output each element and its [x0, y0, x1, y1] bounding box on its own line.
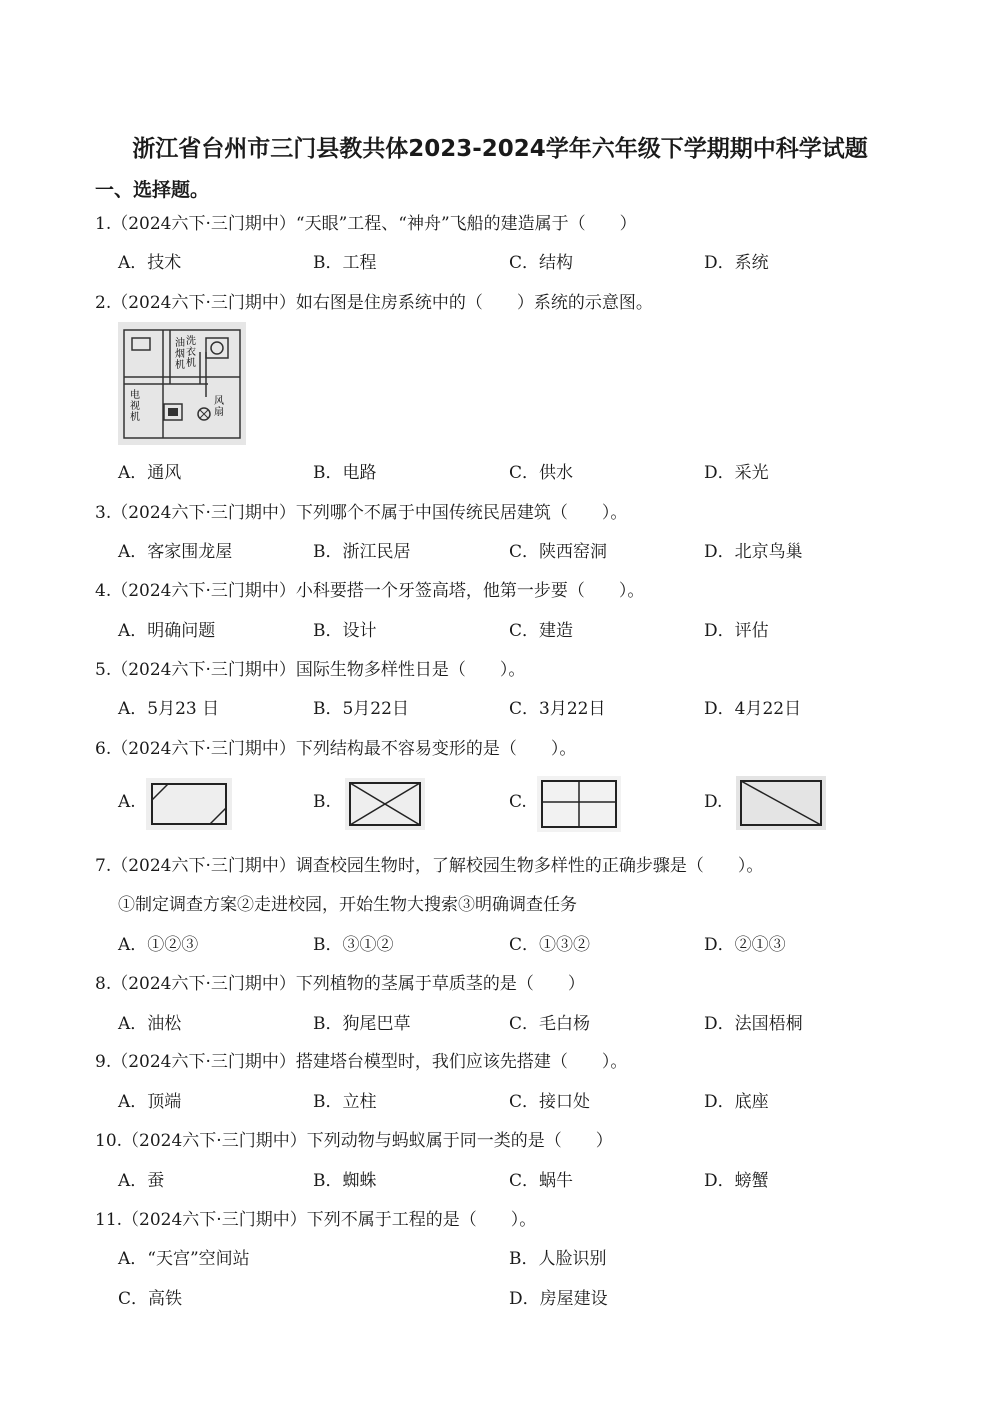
question-6-stem: 6.（2024六下·三门期中）下列结构最不容易变形的是（ ）。 [95, 739, 577, 759]
question-10-stem: 10.（2024六下·三门期中）下列动物与蚂蚁属于同一类的是（ ） [95, 1131, 613, 1151]
q6-shape-a-rectangle-corner-braces [146, 778, 232, 834]
q5-option-d[interactable]: D．4月22日 [704, 699, 802, 719]
q1-option-d[interactable]: D．系统 [704, 253, 769, 273]
q8-option-c[interactable]: C．毛白杨 [509, 1014, 591, 1034]
q7-option-c[interactable]: C．①③② [509, 935, 591, 955]
q6-shape-d-rectangle-diagonal [736, 776, 826, 834]
question-1-stem: 1.（2024六下·三门期中）“天眼”工程、“神舟”飞船的建造属于（ ） [95, 214, 637, 234]
q10-option-b[interactable]: B．蜘蛛 [313, 1171, 377, 1191]
q6-shape-b-rectangle-cross-braces [345, 778, 425, 834]
q4-option-a[interactable]: A．明确问题 [118, 621, 216, 641]
house-circuit-diagram [118, 322, 246, 445]
q1-option-c[interactable]: C．结构 [509, 253, 574, 273]
question-8-stem: 8.（2024六下·三门期中）下列植物的茎属于草质茎的是（ ） [95, 974, 585, 994]
q5-option-a[interactable]: A．5月23 日 [118, 699, 220, 719]
q2-option-b[interactable]: B．电路 [313, 463, 377, 483]
q9-option-b[interactable]: B．立柱 [313, 1092, 377, 1112]
q11-option-c[interactable]: C．高铁 [118, 1289, 183, 1309]
q5-option-b[interactable]: B．5月22日 [313, 699, 409, 719]
q9-option-a[interactable]: A．顶端 [118, 1092, 182, 1112]
q10-option-d[interactable]: D．螃蟹 [704, 1171, 769, 1191]
q3-option-a[interactable]: A．客家围龙屋 [118, 542, 233, 562]
q7-option-a[interactable]: A．①②③ [118, 935, 199, 955]
question-4-stem: 4.（2024六下·三门期中）小科要搭一个牙签高塔，他第一步要（ ）。 [95, 581, 645, 601]
question-3-stem: 3.（2024六下·三门期中）下列哪个不属于中国传统民居建筑（ ）。 [95, 503, 628, 523]
question-9-stem: 9.（2024六下·三门期中）搭建塔台模型时，我们应该先搭建（ ）。 [95, 1052, 628, 1072]
q8-option-b[interactable]: B．狗尾巴草 [313, 1014, 411, 1034]
q2-option-c[interactable]: C．供水 [509, 463, 574, 483]
q11-option-a[interactable]: A．“天宫”空间站 [118, 1249, 250, 1269]
q6-shape-c-rectangle-cross-bars [537, 776, 621, 836]
q8-option-a[interactable]: A．油松 [118, 1014, 182, 1034]
q9-option-c[interactable]: C．接口处 [509, 1092, 591, 1112]
q7-option-d[interactable]: D．②①③ [704, 935, 786, 955]
q10-option-c[interactable]: C．蜗牛 [509, 1171, 574, 1191]
q5-option-c[interactable]: C．3月22日 [509, 699, 606, 719]
q3-option-c[interactable]: C．陕西窑洞 [509, 542, 608, 562]
page-title: 浙江省台州市三门县教共体2023-2024学年六年级下学期期中科学试题 [132, 136, 868, 162]
q4-option-b[interactable]: B．设计 [313, 621, 377, 641]
diagram-label-fan: 风扇 [214, 396, 224, 418]
q10-option-a[interactable]: A．蚕 [118, 1171, 165, 1191]
q1-option-a[interactable]: A．技术 [118, 253, 182, 273]
q3-option-b[interactable]: B．浙江民居 [313, 542, 411, 562]
q2-option-d[interactable]: D．采光 [704, 463, 769, 483]
diagram-label-tv: 电视机 [130, 390, 140, 423]
q7-steps-list: ①制定调查方案②走进校园，开始生物大搜索③明确调查任务 [118, 895, 577, 915]
section-heading: 一、选择题。 [95, 179, 210, 201]
q6-option-c[interactable]: C. [509, 792, 527, 812]
q4-option-d[interactable]: D．评估 [704, 621, 769, 641]
q1-option-b[interactable]: B．工程 [313, 253, 377, 273]
diagram-label-washer: 洗衣机 [186, 336, 196, 369]
q8-option-d[interactable]: D．法国梧桐 [704, 1014, 803, 1034]
q2-option-a[interactable]: A．通风 [118, 463, 182, 483]
q11-option-d[interactable]: D．房屋建设 [509, 1289, 608, 1309]
q6-option-a[interactable]: A. [118, 792, 136, 812]
diagram-label-range-hood: 油烟机 [175, 338, 185, 371]
q3-option-d[interactable]: D．北京鸟巢 [704, 542, 803, 562]
question-5-stem: 5.（2024六下·三门期中）国际生物多样性日是（ ）。 [95, 660, 526, 680]
q9-option-d[interactable]: D．底座 [704, 1092, 769, 1112]
q4-option-c[interactable]: C．建造 [509, 621, 574, 641]
question-11-stem: 11.（2024六下·三门期中）下列不属于工程的是（ ）。 [95, 1210, 537, 1230]
q6-option-b[interactable]: B. [313, 792, 331, 812]
question-7-stem: 7.（2024六下·三门期中）调查校园生物时，了解校园生物多样性的正确步骤是（ ）。 [95, 856, 764, 876]
question-2-stem: 2.（2024六下·三门期中）如右图是住房系统中的（ ）系统的示意图。 [95, 293, 653, 313]
q6-option-d[interactable]: D. [704, 792, 723, 812]
q7-option-b[interactable]: B．③①② [313, 935, 394, 955]
q11-option-b[interactable]: B．人脸识别 [509, 1249, 607, 1269]
